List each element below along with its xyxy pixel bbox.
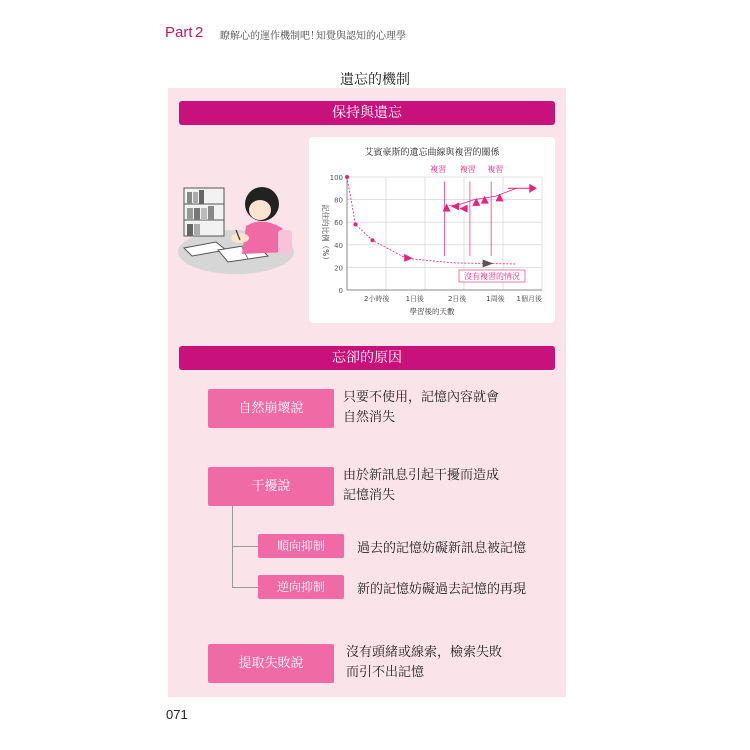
final-arrowhead bbox=[529, 184, 537, 193]
review-label-0: 複習 bbox=[430, 165, 447, 174]
review-marker-0 bbox=[443, 204, 451, 212]
page-number: 071 bbox=[166, 707, 188, 722]
review-label-1: 複習 bbox=[459, 165, 476, 174]
section-heading-causes: 忘卻的原因 bbox=[179, 346, 555, 370]
page-title: 遺忘的機制 bbox=[340, 72, 410, 88]
no-review-label: 沒有複習的情況 bbox=[464, 272, 520, 281]
y-tick-label-4: 80 bbox=[334, 196, 343, 205]
x-tick-label-2: 2日後 bbox=[447, 295, 467, 303]
decay-arrow bbox=[404, 254, 412, 262]
term-retrieval-failure: 提取失敗說 bbox=[208, 644, 334, 683]
tree-vertical-line bbox=[232, 506, 233, 588]
y-tick-label-1: 20 bbox=[334, 264, 343, 273]
part-label: Part bbox=[165, 24, 193, 41]
part-number: 2 bbox=[195, 24, 204, 41]
y-axis-label: 記住的比例（%） bbox=[321, 204, 330, 264]
term-natural-decay: 自然崩壞說 bbox=[208, 389, 334, 428]
review-marker-1 bbox=[451, 202, 459, 210]
x-axis-label: 學習後的天數 bbox=[409, 307, 455, 316]
desc-retroactive-inhibition: 新的記憶妨礙過去記憶的再現 bbox=[357, 582, 527, 597]
desc-natural-decay-line1: 只要不使用，記憶內容就會 bbox=[343, 390, 500, 405]
chart-title: 艾賓豪斯的遺忘曲線與複習的關係 bbox=[364, 148, 500, 158]
review-marker-2 bbox=[460, 205, 468, 213]
curve-point-2 bbox=[370, 238, 374, 242]
x-tick-label-4: 1個月後 bbox=[516, 295, 543, 303]
section-title: 知覺與認知的心理學 bbox=[316, 31, 406, 42]
desc-natural-decay bbox=[343, 388, 499, 428]
x-tick-label-1: 1日後 bbox=[405, 295, 425, 303]
desc-proactive-inhibition: 過去的記憶妨礙新訊息被記憶 bbox=[357, 541, 527, 556]
term-proactive-inhibition: 順向抑制 bbox=[258, 534, 344, 558]
forgetting-curve-chart-card bbox=[309, 137, 555, 323]
y-tick-label-3: 60 bbox=[334, 219, 343, 228]
curve-point-0 bbox=[345, 175, 349, 179]
desc-retrieval-failure-line1: 沒有頭緒或線索，檢索失敗 bbox=[346, 645, 503, 660]
y-tick-label-5: 100 bbox=[329, 174, 343, 182]
tree-branch-proactive bbox=[232, 546, 258, 547]
desc-retrieval-failure-line2: 而引不出記憶 bbox=[346, 665, 425, 680]
term-retroactive-inhibition: 逆向抑制 bbox=[258, 575, 344, 599]
desc-retrieval-failure bbox=[346, 643, 502, 683]
review-label-2: 複習 bbox=[487, 165, 504, 174]
student-studying-illustration bbox=[178, 170, 298, 280]
no-review-arrow bbox=[483, 259, 494, 267]
chapter-title: 瞭解心的運作機制吧！ bbox=[220, 31, 320, 42]
term-interference: 干擾說 bbox=[208, 467, 334, 506]
tree-branch-retroactive bbox=[232, 587, 258, 588]
review-marker-5 bbox=[496, 193, 504, 201]
y-tick-label-0: 0 bbox=[338, 287, 343, 295]
desc-natural-decay-line2: 自然消失 bbox=[343, 410, 396, 425]
desc-interference bbox=[343, 466, 499, 506]
desc-interference-line2: 記憶消失 bbox=[343, 488, 396, 503]
curve-point-1 bbox=[353, 222, 357, 226]
section-heading-retention: 保持與遺忘 bbox=[179, 101, 555, 125]
x-tick-label-3: 1周後 bbox=[486, 295, 505, 303]
y-tick-label-2: 40 bbox=[334, 241, 343, 250]
x-tick-label-0: 2小時後 bbox=[363, 295, 390, 303]
desc-interference-line1: 由於新訊息引起干擾而造成 bbox=[343, 468, 500, 483]
forgetting-curve-chart bbox=[309, 137, 555, 323]
